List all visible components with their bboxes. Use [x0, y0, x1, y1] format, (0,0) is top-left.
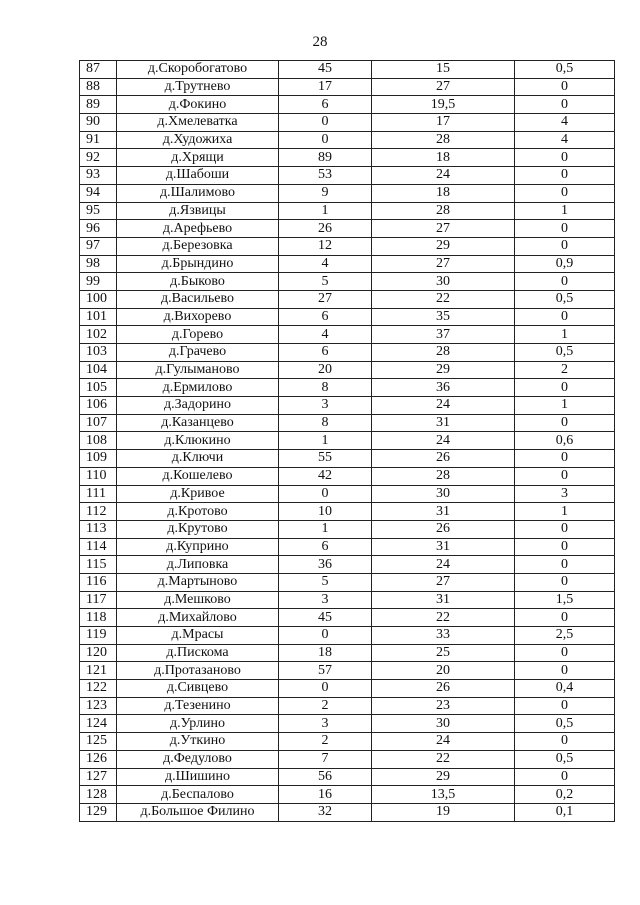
- row-number-cell: 128: [80, 786, 117, 804]
- row-number-cell: 100: [80, 290, 117, 308]
- row-number-cell: 129: [80, 803, 117, 821]
- value-c-cell: 0: [515, 697, 615, 715]
- value-a-cell: 26: [279, 220, 372, 238]
- table-row: [80, 556, 615, 574]
- table-row: [80, 131, 615, 149]
- value-a-cell: 55: [279, 450, 372, 468]
- table-row: [80, 450, 615, 468]
- row-number-cell: 90: [80, 114, 117, 132]
- value-a-cell: 57: [279, 662, 372, 680]
- value-b-cell: 26: [372, 450, 515, 468]
- value-c-cell: 0: [515, 78, 615, 96]
- value-b-cell: 36: [372, 379, 515, 397]
- table-row: [80, 202, 615, 220]
- table-row: [80, 520, 615, 538]
- value-b-cell: 28: [372, 131, 515, 149]
- value-a-cell: 1: [279, 520, 372, 538]
- settlement-name-cell: д.Мрасы: [117, 627, 279, 645]
- value-b-cell: 29: [372, 768, 515, 786]
- row-number-cell: 95: [80, 202, 117, 220]
- settlement-name-cell: д.Куприно: [117, 538, 279, 556]
- value-a-cell: 6: [279, 308, 372, 326]
- value-c-cell: 1: [515, 397, 615, 415]
- settlement-name-cell: д.Быково: [117, 273, 279, 291]
- row-number-cell: 103: [80, 344, 117, 362]
- settlement-name-cell: д.Федулово: [117, 750, 279, 768]
- value-a-cell: 0: [279, 485, 372, 503]
- settlement-name-cell: д.Гулыманово: [117, 361, 279, 379]
- table-row: [80, 184, 615, 202]
- table-row: [80, 255, 615, 273]
- table-row: [80, 786, 615, 804]
- settlement-name-cell: д.Фокино: [117, 96, 279, 114]
- value-c-cell: 0,2: [515, 786, 615, 804]
- settlement-name-cell: д.Хмелеватка: [117, 114, 279, 132]
- row-number-cell: 108: [80, 432, 117, 450]
- value-b-cell: 17: [372, 114, 515, 132]
- value-a-cell: 6: [279, 344, 372, 362]
- row-number-cell: 124: [80, 715, 117, 733]
- row-number-cell: 115: [80, 556, 117, 574]
- table-row: [80, 467, 615, 485]
- settlement-name-cell: д.Казанцево: [117, 414, 279, 432]
- row-number-cell: 104: [80, 361, 117, 379]
- row-number-cell: 98: [80, 255, 117, 273]
- row-number-cell: 120: [80, 644, 117, 662]
- settlement-name-cell: д.Трутнево: [117, 78, 279, 96]
- value-b-cell: 24: [372, 167, 515, 185]
- value-a-cell: 5: [279, 573, 372, 591]
- value-a-cell: 7: [279, 750, 372, 768]
- table-row: [80, 609, 615, 627]
- value-b-cell: 18: [372, 149, 515, 167]
- settlement-name-cell: д.Уткино: [117, 733, 279, 751]
- settlement-name-cell: д.Протазаново: [117, 662, 279, 680]
- value-b-cell: 26: [372, 680, 515, 698]
- row-number-cell: 113: [80, 520, 117, 538]
- settlement-name-cell: д.Клюкино: [117, 432, 279, 450]
- table-row: [80, 733, 615, 751]
- table-body: [80, 61, 615, 822]
- row-number-cell: 110: [80, 467, 117, 485]
- settlement-name-cell: д.Шалимово: [117, 184, 279, 202]
- row-number-cell: 105: [80, 379, 117, 397]
- value-c-cell: 0: [515, 167, 615, 185]
- value-b-cell: 25: [372, 644, 515, 662]
- settlement-name-cell: д.Ермилово: [117, 379, 279, 397]
- value-a-cell: 4: [279, 255, 372, 273]
- settlement-name-cell: д.Горево: [117, 326, 279, 344]
- row-number-cell: 106: [80, 397, 117, 415]
- row-number-cell: 96: [80, 220, 117, 238]
- table-row: [80, 361, 615, 379]
- value-b-cell: 31: [372, 503, 515, 521]
- settlement-name-cell: д.Крутово: [117, 520, 279, 538]
- value-a-cell: 36: [279, 556, 372, 574]
- row-number-cell: 87: [80, 61, 117, 79]
- value-a-cell: 6: [279, 96, 372, 114]
- value-a-cell: 45: [279, 609, 372, 627]
- value-b-cell: 30: [372, 485, 515, 503]
- settlements-table: [79, 60, 615, 822]
- value-b-cell: 27: [372, 220, 515, 238]
- table-row: [80, 273, 615, 291]
- table-row: [80, 237, 615, 255]
- table-row: [80, 149, 615, 167]
- settlement-name-cell: д.Хрящи: [117, 149, 279, 167]
- row-number-cell: 118: [80, 609, 117, 627]
- value-c-cell: 0,5: [515, 290, 615, 308]
- settlement-name-cell: д.Васильево: [117, 290, 279, 308]
- settlement-name-cell: д.Язвицы: [117, 202, 279, 220]
- table-row: [80, 573, 615, 591]
- value-b-cell: 22: [372, 609, 515, 627]
- row-number-cell: 112: [80, 503, 117, 521]
- row-number-cell: 94: [80, 184, 117, 202]
- value-c-cell: 0: [515, 379, 615, 397]
- value-a-cell: 0: [279, 680, 372, 698]
- value-b-cell: 22: [372, 750, 515, 768]
- row-number-cell: 97: [80, 237, 117, 255]
- settlement-name-cell: д.Урлино: [117, 715, 279, 733]
- value-b-cell: 31: [372, 414, 515, 432]
- value-b-cell: 24: [372, 397, 515, 415]
- table-row: [80, 503, 615, 521]
- value-c-cell: 0: [515, 556, 615, 574]
- value-a-cell: 3: [279, 715, 372, 733]
- value-b-cell: 33: [372, 627, 515, 645]
- value-b-cell: 28: [372, 202, 515, 220]
- table-row: [80, 697, 615, 715]
- value-c-cell: 0: [515, 414, 615, 432]
- settlement-name-cell: д.Шишино: [117, 768, 279, 786]
- value-a-cell: 17: [279, 78, 372, 96]
- settlement-name-cell: д.Кривое: [117, 485, 279, 503]
- table-row: [80, 485, 615, 503]
- value-b-cell: 15: [372, 61, 515, 79]
- value-c-cell: 0: [515, 538, 615, 556]
- row-number-cell: 111: [80, 485, 117, 503]
- table-row: [80, 414, 615, 432]
- settlement-name-cell: д.Шабоши: [117, 167, 279, 185]
- table-row: [80, 61, 615, 79]
- value-c-cell: 0: [515, 520, 615, 538]
- value-c-cell: 0: [515, 644, 615, 662]
- row-number-cell: 89: [80, 96, 117, 114]
- value-b-cell: 24: [372, 733, 515, 751]
- value-b-cell: 27: [372, 573, 515, 591]
- settlement-name-cell: д.Кротово: [117, 503, 279, 521]
- table-row: [80, 397, 615, 415]
- row-number-cell: 122: [80, 680, 117, 698]
- value-a-cell: 2: [279, 733, 372, 751]
- table-row: [80, 680, 615, 698]
- value-c-cell: 0: [515, 96, 615, 114]
- value-c-cell: 0: [515, 467, 615, 485]
- value-b-cell: 27: [372, 78, 515, 96]
- value-a-cell: 3: [279, 591, 372, 609]
- row-number-cell: 101: [80, 308, 117, 326]
- row-number-cell: 117: [80, 591, 117, 609]
- value-a-cell: 20: [279, 361, 372, 379]
- value-b-cell: 19: [372, 803, 515, 821]
- value-c-cell: 2,5: [515, 627, 615, 645]
- value-c-cell: 0: [515, 450, 615, 468]
- value-c-cell: 0: [515, 308, 615, 326]
- settlement-name-cell: д.Вихорево: [117, 308, 279, 326]
- value-c-cell: 1: [515, 202, 615, 220]
- value-b-cell: 13,5: [372, 786, 515, 804]
- value-c-cell: 0,5: [515, 750, 615, 768]
- value-b-cell: 23: [372, 697, 515, 715]
- value-c-cell: 0: [515, 768, 615, 786]
- value-a-cell: 0: [279, 627, 372, 645]
- table-row: [80, 379, 615, 397]
- row-number-cell: 88: [80, 78, 117, 96]
- row-number-cell: 116: [80, 573, 117, 591]
- settlement-name-cell: д.Мешково: [117, 591, 279, 609]
- value-c-cell: 0,4: [515, 680, 615, 698]
- settlement-name-cell: д.Беспалово: [117, 786, 279, 804]
- table-row: [80, 803, 615, 821]
- value-a-cell: 9: [279, 184, 372, 202]
- table-row: [80, 114, 615, 132]
- value-c-cell: 0,1: [515, 803, 615, 821]
- value-b-cell: 30: [372, 715, 515, 733]
- table-row: [80, 96, 615, 114]
- row-number-cell: 99: [80, 273, 117, 291]
- value-a-cell: 6: [279, 538, 372, 556]
- value-b-cell: 24: [372, 432, 515, 450]
- value-c-cell: 0,5: [515, 344, 615, 362]
- settlement-name-cell: д.Пискома: [117, 644, 279, 662]
- settlement-name-cell: д.Грачево: [117, 344, 279, 362]
- value-c-cell: 0: [515, 237, 615, 255]
- value-c-cell: 3: [515, 485, 615, 503]
- value-b-cell: 31: [372, 538, 515, 556]
- value-c-cell: 0: [515, 662, 615, 680]
- value-a-cell: 56: [279, 768, 372, 786]
- value-c-cell: 0: [515, 573, 615, 591]
- row-number-cell: 92: [80, 149, 117, 167]
- row-number-cell: 121: [80, 662, 117, 680]
- settlement-name-cell: д.Большое Филино: [117, 803, 279, 821]
- settlement-name-cell: д.Брындино: [117, 255, 279, 273]
- value-a-cell: 2: [279, 697, 372, 715]
- table-row: [80, 290, 615, 308]
- value-a-cell: 0: [279, 114, 372, 132]
- table-row: [80, 715, 615, 733]
- value-b-cell: 27: [372, 255, 515, 273]
- table-row: [80, 768, 615, 786]
- table-row: [80, 662, 615, 680]
- row-number-cell: 107: [80, 414, 117, 432]
- table-row: [80, 220, 615, 238]
- value-c-cell: 0,5: [515, 61, 615, 79]
- settlement-name-cell: д.Ключи: [117, 450, 279, 468]
- value-c-cell: 0: [515, 273, 615, 291]
- value-b-cell: 28: [372, 467, 515, 485]
- table-row: [80, 432, 615, 450]
- table-row: [80, 538, 615, 556]
- value-b-cell: 20: [372, 662, 515, 680]
- value-a-cell: 5: [279, 273, 372, 291]
- table-row: [80, 167, 615, 185]
- value-c-cell: 0,5: [515, 715, 615, 733]
- value-b-cell: 18: [372, 184, 515, 202]
- value-b-cell: 28: [372, 344, 515, 362]
- value-c-cell: 0: [515, 184, 615, 202]
- value-a-cell: 10: [279, 503, 372, 521]
- value-a-cell: 8: [279, 379, 372, 397]
- table-row: [80, 750, 615, 768]
- table-row: [80, 591, 615, 609]
- table-row: [80, 344, 615, 362]
- row-number-cell: 93: [80, 167, 117, 185]
- row-number-cell: 109: [80, 450, 117, 468]
- value-a-cell: 18: [279, 644, 372, 662]
- value-c-cell: 1,5: [515, 591, 615, 609]
- value-c-cell: 0: [515, 149, 615, 167]
- value-c-cell: 0: [515, 609, 615, 627]
- value-b-cell: 29: [372, 237, 515, 255]
- value-c-cell: 1: [515, 326, 615, 344]
- table-row: [80, 78, 615, 96]
- value-c-cell: 0,6: [515, 432, 615, 450]
- value-b-cell: 29: [372, 361, 515, 379]
- value-a-cell: 0: [279, 131, 372, 149]
- row-number-cell: 126: [80, 750, 117, 768]
- value-b-cell: 22: [372, 290, 515, 308]
- value-c-cell: 2: [515, 361, 615, 379]
- row-number-cell: 119: [80, 627, 117, 645]
- value-a-cell: 27: [279, 290, 372, 308]
- value-b-cell: 31: [372, 591, 515, 609]
- value-a-cell: 3: [279, 397, 372, 415]
- value-a-cell: 89: [279, 149, 372, 167]
- settlement-name-cell: д.Михайлово: [117, 609, 279, 627]
- table-row: [80, 326, 615, 344]
- value-a-cell: 53: [279, 167, 372, 185]
- settlement-name-cell: д.Березовка: [117, 237, 279, 255]
- value-a-cell: 16: [279, 786, 372, 804]
- row-number-cell: 114: [80, 538, 117, 556]
- value-b-cell: 24: [372, 556, 515, 574]
- value-c-cell: 4: [515, 131, 615, 149]
- value-a-cell: 1: [279, 202, 372, 220]
- value-b-cell: 37: [372, 326, 515, 344]
- value-a-cell: 8: [279, 414, 372, 432]
- row-number-cell: 125: [80, 733, 117, 751]
- settlement-name-cell: д.Мартыново: [117, 573, 279, 591]
- row-number-cell: 102: [80, 326, 117, 344]
- value-a-cell: 42: [279, 467, 372, 485]
- value-c-cell: 0,9: [515, 255, 615, 273]
- settlement-name-cell: д.Тезенино: [117, 697, 279, 715]
- value-a-cell: 32: [279, 803, 372, 821]
- value-c-cell: 0: [515, 733, 615, 751]
- value-a-cell: 12: [279, 237, 372, 255]
- settlement-name-cell: д.Художиха: [117, 131, 279, 149]
- page-number: 28: [312, 34, 328, 50]
- value-c-cell: 0: [515, 220, 615, 238]
- value-b-cell: 19,5: [372, 96, 515, 114]
- table-row: [80, 627, 615, 645]
- table-row: [80, 644, 615, 662]
- value-c-cell: 4: [515, 114, 615, 132]
- settlement-name-cell: д.Сивцево: [117, 680, 279, 698]
- table-row: [80, 308, 615, 326]
- row-number-cell: 91: [80, 131, 117, 149]
- row-number-cell: 127: [80, 768, 117, 786]
- value-a-cell: 1: [279, 432, 372, 450]
- value-a-cell: 45: [279, 61, 372, 79]
- value-b-cell: 35: [372, 308, 515, 326]
- value-c-cell: 1: [515, 503, 615, 521]
- value-b-cell: 26: [372, 520, 515, 538]
- row-number-cell: 123: [80, 697, 117, 715]
- value-b-cell: 30: [372, 273, 515, 291]
- settlement-name-cell: д.Арефьево: [117, 220, 279, 238]
- settlement-name-cell: д.Скоробогатово: [117, 61, 279, 79]
- value-a-cell: 4: [279, 326, 372, 344]
- settlement-name-cell: д.Липовка: [117, 556, 279, 574]
- settlement-name-cell: д.Задорино: [117, 397, 279, 415]
- settlement-name-cell: д.Кошелево: [117, 467, 279, 485]
